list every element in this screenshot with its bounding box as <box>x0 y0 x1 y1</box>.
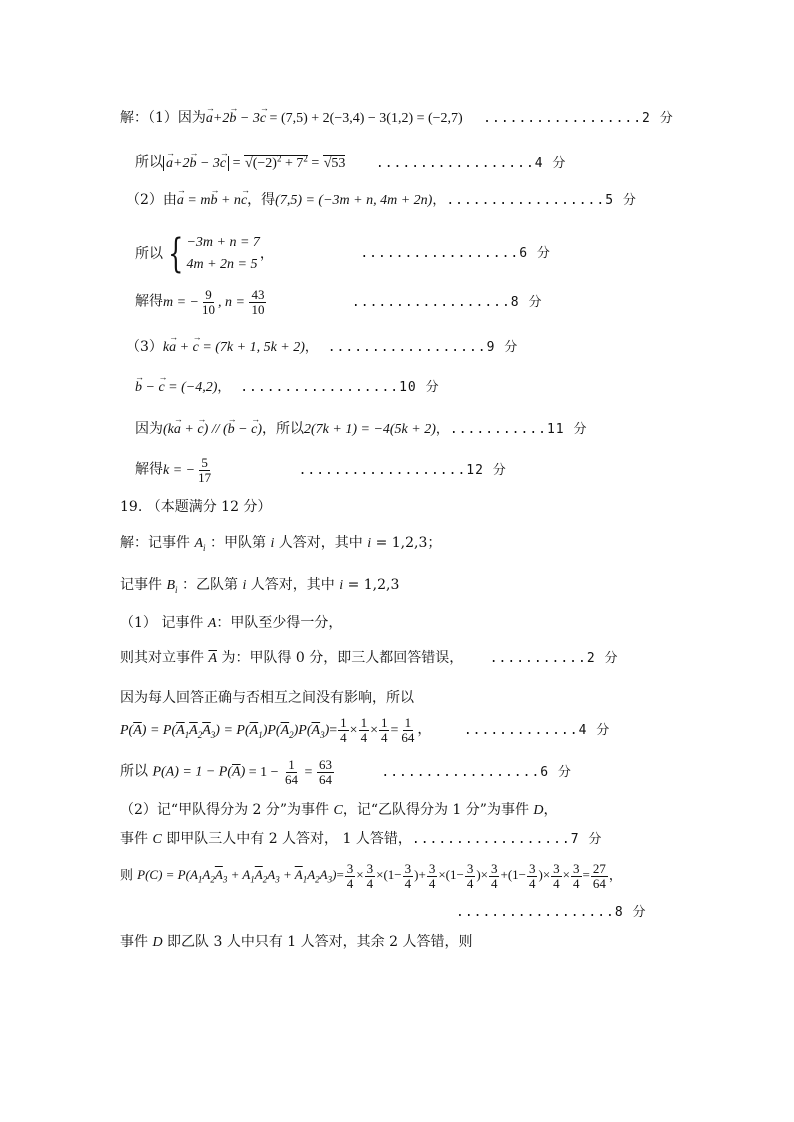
q19-line-4: 则其对立事件 $\overline{A}$ 为：甲队得 0 分，即三人都回答错误， ...........2 分 <box>120 650 619 666</box>
solution-line-5 <box>135 288 542 317</box>
score-marker-12: ...................12 分 <box>298 462 507 478</box>
score-marker-9: ， ..................9 分 <box>304 340 519 355</box>
solve-label-2: 解得 <box>135 461 163 478</box>
obtain-label: ，得 <box>247 192 276 208</box>
parallel-condition: (k→ a + → c) // (→ b − → c) <box>163 422 262 437</box>
ka-plus-c-expression: k→ a + → c = (7k + 1, 5k + 2) <box>163 340 305 355</box>
score-marker-q19-6: ..................6 分 <box>381 764 572 780</box>
q19-line-6: $P(\overline{A}) = P(\overline{A}_1\overline{A}_2\overline{A}_3) = P(\overline{A}_1)P(\overline{A}_2)P(\overline{A}_3)=$ $\frac{1}{4}$ × $\frac{1}{4}$ × $\frac{1}{4}$ = $\frac{1}{64}$ ， .............4 分 <box>120 715 611 745</box>
q19-line-7: 所以 $P(A) = 1 - P(\overline{A}) = 1$ − $\frac{1}{64}$ = $\frac{63}{64}$ ..................6 分 <box>120 757 572 787</box>
q19-line-10-score <box>456 902 647 923</box>
part3-label: （3） <box>126 339 163 355</box>
solution-line-7 <box>135 377 440 398</box>
solution-line-3 <box>126 190 637 211</box>
equation-system <box>186 232 259 276</box>
magnitude-expression: → a+2→ b − 3→ c <box>163 156 229 171</box>
decomposition-system: (7,5) = (−3m + n, 4m + 2n) <box>275 193 433 208</box>
score-marker-2: ..................2 分 <box>483 111 674 126</box>
vector-expression: → a+2→ b − 3→ c <box>206 111 266 126</box>
q19-line-10: 则 $P(C) = P(A_1A_2\overline{A}_3 + A_1\overline{A}_2A_3 + \overline{A}_1A_2A_3)=$ $\frac{3}{4}$ × $\frac{3}{4}$ ×(1− $\frac{3}{4}$ )+ $\frac{3}{4}$ ×(1− $\frac{3}{4}$ )× $\frac{3}{4}$ +(1− $\frac{3}{4}$ )× $\frac{3}{4}$ × $\frac{3}{4}$ = $\frac{27}{64}$ ， <box>120 861 622 891</box>
score-marker-q19-8: ..................8 分 <box>456 905 647 920</box>
score-marker-6: ..................6 分 <box>360 246 551 261</box>
q19-line-9: 事件 C 即甲队三人中有 2 人答对， 1 人答错，..................7 分 <box>120 831 603 847</box>
equation-1: −3m + n = 7 <box>186 235 260 250</box>
solution-line-8 <box>135 419 587 440</box>
vector-expression-value: = (7,5) + 2(−3,4) − 3(1,2) = (−2,7) <box>266 111 463 126</box>
q19-line-2: 记事件 $B_i$ ：乙队第 i 人答对，其中 i = 1,2,3 <box>120 577 400 595</box>
q19-line-5: 因为每人回答正确与否相互之间没有影响，所以 <box>120 690 414 706</box>
q19-line-3: （1） 记事件 A：甲队至少得一分， <box>120 615 343 631</box>
solution-line-4: 所以 { −3m + n = 7 4m + 2n = 5 ， ..................6 分 <box>135 231 551 277</box>
score-marker-10: ， ..................10 分 <box>217 380 440 395</box>
solve-label: 解得 <box>135 293 163 310</box>
score-marker-5: ，..................5 分 <box>432 193 637 208</box>
solution-line-9 <box>135 456 507 485</box>
so-label: 所以 <box>135 154 163 171</box>
q19-line-11: 事件 D 即乙队 3 人中只有 1 人答对，其余 2 人答错，则 <box>120 934 473 950</box>
b-minus-c-expression: → b − → c = (−4,2) <box>135 380 217 395</box>
solution-k: k = − $\frac{5}{17}$ <box>163 455 212 485</box>
so-label-2: 所以 <box>135 246 163 262</box>
brace-icon: { <box>168 231 184 277</box>
score-marker-8: ..................8 分 <box>351 294 543 310</box>
so-label-3: ，所以 <box>262 421 305 437</box>
decomposition-expression: → a = m→ b + n→ c <box>177 193 247 208</box>
score-marker-q19-7: ..................7 分 <box>411 832 603 847</box>
score-marker-q19-2: ...........2 分 <box>489 651 619 666</box>
solution-line-6 <box>126 337 518 358</box>
solution-line-2 <box>135 148 566 174</box>
equation-2: 4m + 2n = 5 <box>186 257 258 272</box>
q19-line-1: 解：记事件 $A_i$ ：甲队第 i 人答对，其中 i = 1,2,3； <box>120 535 442 553</box>
because-label: 因为 <box>135 421 163 437</box>
magnitude-value: = $√(-2)^2 + 7^2 = √53$ <box>229 153 346 171</box>
question-19-title: 19. （本题满分 12 分） <box>120 499 272 515</box>
q19-line-8: （2）记“甲队得分为 2 分”为事件 C，记“乙队得分为 1 分”为事件 D， <box>120 802 558 818</box>
solution-part1-label: 解：（1）因为 <box>120 110 206 126</box>
solution-line-1 <box>120 108 674 129</box>
score-marker-11: ，...........11 分 <box>435 422 588 437</box>
score-marker-4: ..................4 分 <box>375 155 567 171</box>
score-marker-q19-4: .............4 分 <box>463 722 611 738</box>
solution-mn: m = − $\frac{9}{10}$ , n = $\frac{43}{10}$ <box>163 287 265 317</box>
prob-complement-expression: $P(\overline{A}) = P(\overline{A}_1\overline{A}_2\overline{A}_3) = P(\overline{A}_1)P(\overline{A}_2)P(\overline{A}_3)$ <box>120 722 330 740</box>
parallel-equation: 2(7k + 1) = −4(5k + 2) <box>304 422 436 437</box>
part2-label: （2）由 <box>126 192 177 208</box>
